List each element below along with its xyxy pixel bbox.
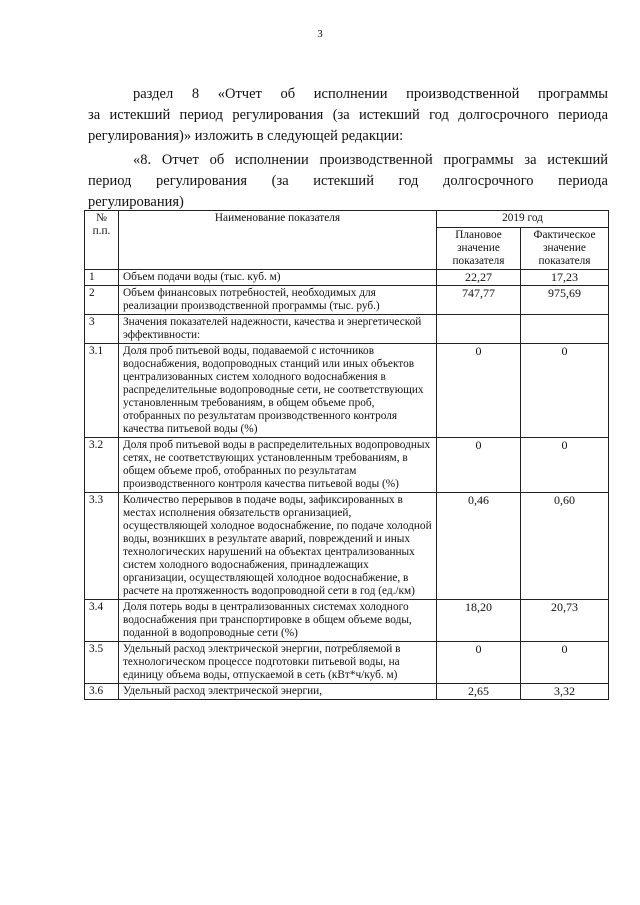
row-fact: 20,73 <box>521 600 609 642</box>
row-plan <box>437 315 521 344</box>
row-plan: 747,77 <box>437 286 521 315</box>
table-row <box>85 600 609 642</box>
row-plan: 0,46 <box>437 493 521 600</box>
header-name: Наименование показателя <box>119 211 437 270</box>
row-plan: 0 <box>437 642 521 684</box>
row-name: Значения показателей надежности, качества и энергетической эффективности: <box>119 315 437 344</box>
intro-line: «8. Отчет об исполнении производственной программы за истекший <box>133 152 608 168</box>
row-num: 1 <box>85 270 119 286</box>
page-number: 3 <box>317 28 323 40</box>
row-name: Количество перерывов в подаче воды, зафиксированных в местах исполнения обязательств организацией, осуществляющей холодное водоснабжение, по подаче холодной воды, возникших в результате аварий, повреждений и иных технологических нарушений на объектах централизованных систем холодного водоснабжения, принадлежащих организации, осуществляющей холодное водоснабжение, в расчете на протяженность водопроводной сети в год (ед./км) <box>119 493 437 600</box>
row-name: Доля проб питьевой воды в распределительных водопроводных сетях, не соответствующих установленным требованиям, в общем объеме проб, отобранных по результатам производственного контроля качества питьевой воды (%) <box>119 438 437 493</box>
row-fact: 17,23 <box>521 270 609 286</box>
row-num: 3.5 <box>85 642 119 684</box>
row-fact: 3,32 <box>521 684 609 700</box>
row-num: 3.2 <box>85 438 119 493</box>
table-row <box>85 438 609 493</box>
header-actual: Фактическое значение показателя <box>521 228 609 270</box>
intro-paragraph-1 <box>88 84 608 147</box>
table-row <box>85 493 609 600</box>
row-fact: 0,60 <box>521 493 609 600</box>
row-num: 2 <box>85 286 119 315</box>
row-fact: 0 <box>521 642 609 684</box>
table-row <box>85 684 609 700</box>
row-name: Удельный расход электрической энергии, потребляемой в технологическом процессе подготовки питьевой воды, на единицу объема воды, отпускаемой в сеть (кВт*ч/куб. м) <box>119 642 437 684</box>
row-plan: 22,27 <box>437 270 521 286</box>
row-name: Удельный расход электрической энергии, <box>119 684 437 700</box>
intro-line: раздел 8 «Отчет об исполнении производственной программы <box>133 86 608 102</box>
row-num: 3 <box>85 315 119 344</box>
table-row <box>85 286 609 315</box>
table-row <box>85 270 609 286</box>
header-year: 2019 год <box>437 211 609 228</box>
row-fact: 0 <box>521 344 609 438</box>
intro-line: период регулирования (за истекший год долгосрочного периода <box>88 173 608 189</box>
row-num: 3.1 <box>85 344 119 438</box>
row-plan: 0 <box>437 344 521 438</box>
intro-line: регулирования) <box>88 194 184 210</box>
row-fact: 975,69 <box>521 286 609 315</box>
row-fact: 0 <box>521 438 609 493</box>
production-program-report-table <box>84 210 609 700</box>
row-num: 3.6 <box>85 684 119 700</box>
row-name: Объем подачи воды (тыс. куб. м) <box>119 270 437 286</box>
row-name: Доля потерь воды в централизованных системах холодного водоснабжения при транспортировке в общем объеме воды, поданной в водопроводные сети (%) <box>119 600 437 642</box>
row-plan: 18,20 <box>437 600 521 642</box>
header-planned: Плановое значение показателя <box>437 228 521 270</box>
row-name: Объем финансовых потребностей, необходимых для реализации производственной программы (тыс. руб.) <box>119 286 437 315</box>
row-fact <box>521 315 609 344</box>
table-row <box>85 642 609 684</box>
table-row <box>85 344 609 438</box>
intro-line: за истекший период регулирования (за истекший год долгосрочного периода <box>88 107 608 123</box>
row-num: 3.4 <box>85 600 119 642</box>
row-name: Доля проб питьевой воды, подаваемой с источников водоснабжения, водопроводных станций или иных объектов централизованных систем холодного водоснабжения в распределительные водопроводные сети, не соответствующих установленным требованиям, в общем объеме проб, отобранных по результатам производственного контроля качества питьевой воды (%) <box>119 344 437 438</box>
row-num: 3.3 <box>85 493 119 600</box>
intro-paragraph-2 <box>88 150 608 213</box>
row-plan: 0 <box>437 438 521 493</box>
table-row <box>85 315 609 344</box>
row-plan: 2,65 <box>437 684 521 700</box>
header-num: № п.п. <box>85 211 119 270</box>
intro-line: регулирования)» изложить в следующей редакции: <box>88 128 404 144</box>
